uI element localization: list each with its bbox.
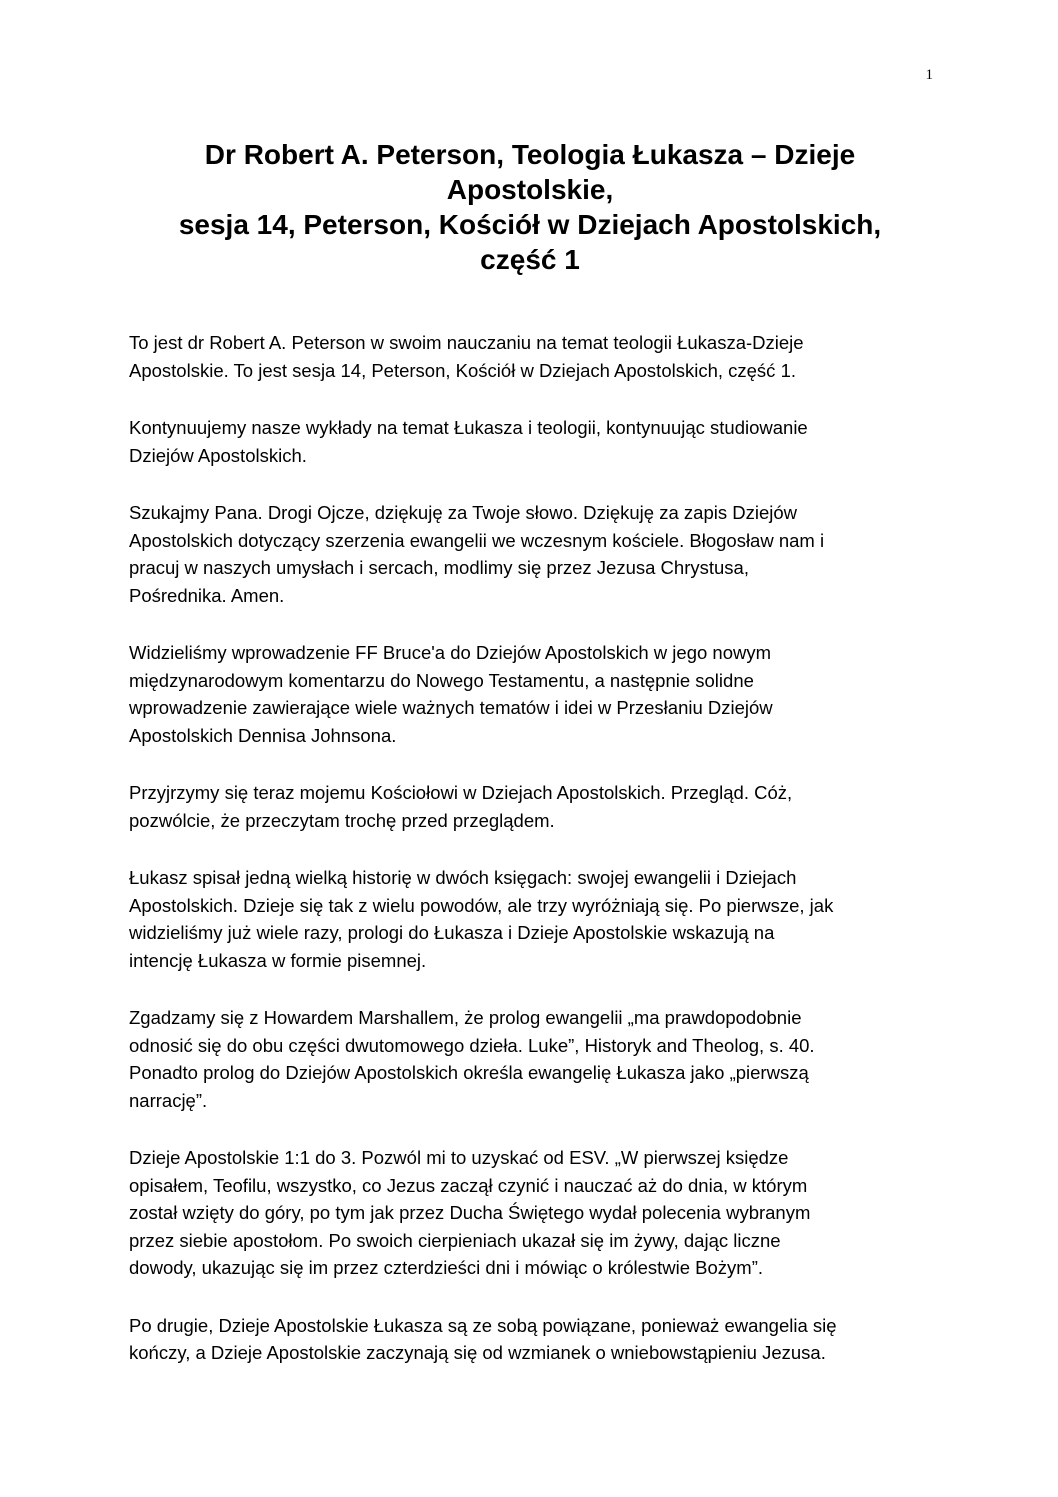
paragraph-continuation bbox=[129, 414, 929, 469]
text-line: widzieliśmy już wiele razy, prologi do Łukasza i Dzieje Apostolskie wskazują na bbox=[129, 922, 775, 943]
text-line: kończy, a Dzieje Apostolskie zaczynają się od wzmianek o wniebowstąpieniu Jezusa. bbox=[129, 1342, 826, 1363]
text-line: To jest dr Robert A. Peterson w swoim nauczaniu na temat teologii Łukasza-Dzieje bbox=[129, 332, 804, 353]
text-line: pozwólcie, że przeczytam trochę przed przeglądem. bbox=[129, 809, 555, 831]
text-line: narrację”. bbox=[129, 1089, 208, 1111]
text-line: dowody, ukazując się im przez czterdzieści dni i mówiąc o królestwie Bożym”. bbox=[129, 1257, 764, 1278]
text-line: Po drugie, Dzieje Apostolskie Łukasza są ze sobą powiązane, ponieważ ewangelia się bbox=[129, 1314, 837, 1336]
text-line: Kontynuujemy nasze wykłady na temat Łukasza i teologii, kontynuując studiowanie bbox=[129, 417, 808, 438]
text-line: wprowadzenie zawierające wiele ważnych tematów i idei w Przesłaniu Dziejów bbox=[129, 697, 773, 718]
title-line: część 1 bbox=[480, 244, 580, 275]
paragraph-marshall bbox=[129, 1004, 929, 1114]
text-line: Dziejów Apostolskich. bbox=[129, 444, 307, 466]
paragraph-overview bbox=[129, 779, 929, 834]
text-line: Łukasz spisał jedną wielką historię w dwóch księgach: swojej ewangelii i Dziejach bbox=[129, 867, 797, 888]
text-line: Apostolskich dotyczący szerzenia ewangelii we wczesnym kościele. Błogosław nam i bbox=[129, 529, 825, 551]
page-number: 1 bbox=[925, 67, 933, 83]
text-line: Pośrednika. Amen. bbox=[129, 584, 285, 606]
text-line: Apostolskie. To jest sesja 14, Peterson, Kościół w Dziejach Apostolskich, część 1. bbox=[129, 359, 797, 381]
title-line: Apostolskie, bbox=[446, 174, 614, 205]
text-line: Apostolskich Dennisa Johnsona. bbox=[129, 724, 397, 746]
text-line: Ponadto prolog do Dziejów Apostolskich określa ewangelię Łukasza jako „pierwszą bbox=[129, 1062, 809, 1083]
text-line: przez siebie apostołom. Po swoich cierpieniach ukazał się im żywy, dając liczne bbox=[129, 1229, 781, 1251]
paragraph-bruce bbox=[129, 639, 929, 749]
text-line: Dzieje Apostolskie 1:1 do 3. Pozwól mi to uzyskać od ESV. „W pierwszej księdze bbox=[129, 1147, 789, 1168]
text-line: Apostolskich. Dzieje się tak z wielu powodów, ale trzy wyróżniają się. Po pierwsze, jak bbox=[129, 894, 834, 916]
document-body bbox=[129, 329, 929, 1397]
text-line: Przyjrzymy się teraz mojemu Kościołowi w Dziejach Apostolskich. Przegląd. Cóż, bbox=[129, 782, 793, 803]
paragraph-acts-quote bbox=[129, 1144, 929, 1282]
paragraph-prayer bbox=[129, 499, 929, 609]
paragraph-second-reason bbox=[129, 1312, 929, 1367]
text-line: intencję Łukasza w formie pisemnej. bbox=[129, 949, 427, 971]
text-line: Widzieliśmy wprowadzenie FF Bruce'a do Dziejów Apostolskich w jego nowym bbox=[129, 642, 772, 663]
text-line: został wzięty do góry, po tym jak przez Ducha Świętego wydał polecenia wybranym bbox=[129, 1202, 811, 1223]
title-line: sesja 14, Peterson, Kościół w Dziejach Apostolskich, bbox=[178, 209, 882, 240]
document-title bbox=[120, 137, 940, 277]
text-line: międzynarodowym komentarzu do Nowego Testamentu, a następnie solidne bbox=[129, 669, 754, 691]
text-line: opisałem, Teofilu, wszystko, co Jezus zaczął czynić i nauczać aż do dnia, w którym bbox=[129, 1174, 808, 1196]
text-line: Szukajmy Pana. Drogi Ojcze, dziękuję za Twoje słowo. Dziękuję za zapis Dziejów bbox=[129, 502, 797, 523]
text-line: pracuj w naszych umysłach i sercach, modlimy się przez Jezusa Chrystusa, bbox=[129, 557, 749, 578]
text-line: Zgadzamy się z Howardem Marshallem, że prolog ewangelii „ma prawdopodobnie bbox=[129, 1007, 802, 1028]
paragraph-intro bbox=[129, 329, 929, 384]
text-line: odnosić się do obu części dwutomowego dzieła. Luke”, Historyk and Theolog, s. 40. bbox=[129, 1034, 815, 1056]
paragraph-two-books bbox=[129, 864, 929, 974]
title-line: Dr Robert A. Peterson, Teologia Łukasza – Dzieje bbox=[204, 139, 856, 170]
